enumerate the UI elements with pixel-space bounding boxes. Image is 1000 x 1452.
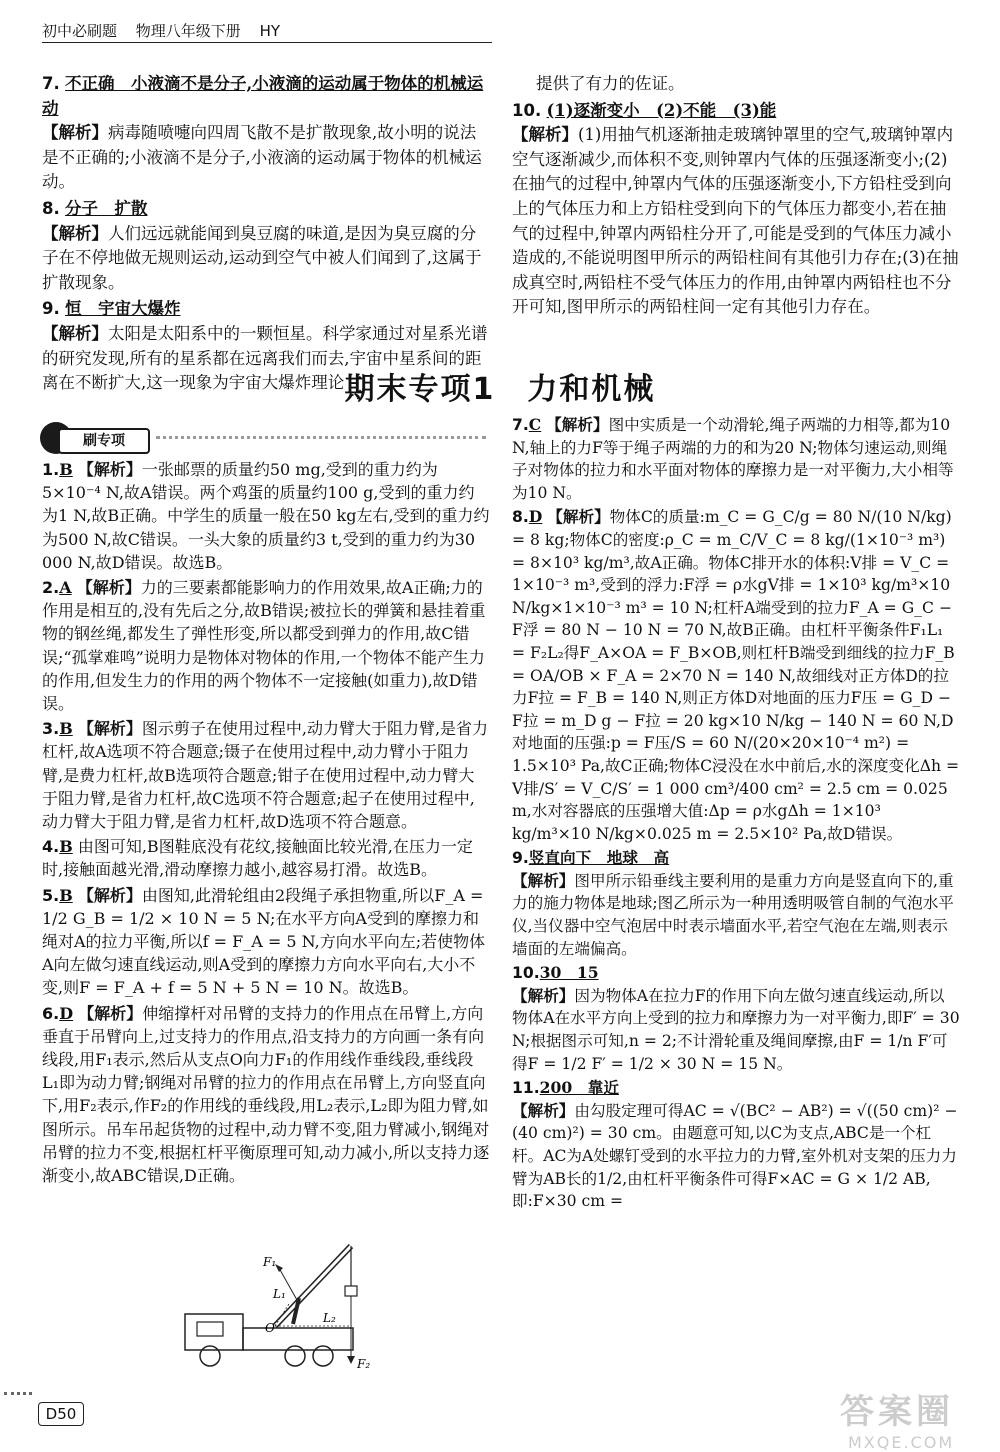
question-number: 9.	[42, 299, 60, 319]
f2-arrowhead	[347, 1356, 355, 1364]
answer: 分子 扩散	[65, 198, 148, 218]
analysis-text: 由图知,此滑轮组由2段绳子承担物重,所以F_A = 1/2 G_B = 1/2 × 10 N = 5 N;在水平方向A受到的摩擦力和绳对A的拉力平衡,所以f = F_A = 5 N,方向水平向左;若使物体A向左做匀速直线运动,则A受到的摩擦力方向水平向右,大小不变,则F = F_A + f = 5 N + 5 N = 10 N。故选B。	[42, 885, 486, 998]
analysis-tag: 【解析】	[547, 508, 610, 527]
analysis-text: 由图可知,B图鞋底没有花纹,接触面比较光滑,在压力一定时,接触面越光滑,滑动摩擦力越小,越容易打滑。故选B。	[42, 837, 473, 880]
label-f1: F₁	[263, 1255, 277, 1269]
analysis-tag: 【解析】	[77, 885, 142, 905]
analysis-tag: 【解析】	[42, 323, 108, 343]
analysis-text: 图中实质是一个动滑轮,绳子两端的力相等,都为10 N,轴上的力F等于绳子两端的力的和为20 N;物体匀速运动,则绳子对物体的拉力和水平面对物体的摩擦力是一对平衡力,大小相等为10 N。	[512, 416, 954, 502]
truck-window	[197, 1322, 223, 1336]
analysis-text: (1)用抽气机逐渐抽走玻璃钟罩里的空气,玻璃钟罩内空气逐渐减少,而体积不变,则钟罩内气体的压强逐渐变小;(2)在抽气的过程中,钟罩内气体的压强逐渐变小,下方铅柱受到向上的气体压力和上方铅柱受到向下的气体压力都变小,若在抽气的过程中,钟罩内两铅柱分开了,可能是受到的气体压力减小造成的,不能说明图甲所示的两铅柱间有其他引力存在;(3)在抽成真空时,两铅柱不受气体压力的作用,由钟罩内两铅柱也不分开可知,图甲所示的两铅柱间一定有其他引力存在。	[512, 125, 959, 317]
wheel-front	[200, 1346, 220, 1366]
question-number: 11.	[512, 1079, 540, 1098]
question-8-top	[42, 197, 490, 295]
label-f2: F₂	[357, 1357, 371, 1371]
continuation-text: 提供了有力的佐证。	[536, 74, 685, 93]
question-number: 2.	[42, 578, 60, 598]
left-top-column	[42, 72, 490, 398]
watermark	[840, 1384, 954, 1452]
answer: D	[59, 1003, 74, 1023]
f1-arrowhead	[275, 1264, 283, 1272]
crane-boom-inner	[275, 1246, 351, 1326]
page-header	[42, 20, 294, 41]
question-7	[512, 414, 960, 504]
analysis-text: 力的三要素都能影响力的作用效果,故A正确;力的作用是相互的,没有先后之分,故B错误;被拉长的弹簧和悬挂着重物的钢丝绳,都发生了弹性形变,所以都受到弹力的作用,故C错误;“孤掌难鸣”说明力是物体对物体的作用,一个物体不能产生力的作用,但发生力的作用的两个物体不一定接触(如重力),故D错误。	[42, 578, 486, 714]
analysis-tag: 【解析】	[546, 416, 609, 434]
question-2	[42, 576, 490, 715]
section-title: 期末专项1 力和机械	[344, 372, 656, 407]
question-10-top	[512, 99, 960, 320]
question-1	[42, 458, 490, 574]
question-6	[42, 1002, 490, 1188]
analysis-tag: 【解析】	[512, 871, 575, 890]
label-l1: L₁	[273, 1287, 286, 1301]
dotted-rule	[156, 436, 486, 439]
question-number: 8.	[42, 198, 60, 218]
answer: B	[59, 885, 73, 905]
truck-cab	[185, 1314, 243, 1350]
page-dots	[4, 1392, 32, 1395]
analysis-tag: 【解析】	[77, 719, 142, 739]
analysis-tag: 【解析】	[78, 1003, 143, 1023]
question-11	[512, 1077, 960, 1213]
answer: C	[528, 415, 542, 434]
right-bottom-column	[512, 414, 960, 1215]
watermark-url: MXQE.COM	[848, 1433, 955, 1452]
analysis-tag: 【解析】	[42, 223, 108, 243]
answer: B	[59, 719, 73, 739]
question-number: 8.	[512, 508, 529, 527]
question-number: 3.	[42, 719, 60, 739]
book-name: 初中必刷题	[42, 22, 118, 40]
question-8	[512, 506, 960, 845]
right-top-column	[512, 72, 960, 322]
answer: 不正确 小液滴不是分子,小液滴的运动属于物体的机械运动	[42, 74, 484, 118]
analysis-text: 太阳是太阳系中的一颗恒星。科学家通过对星系光谱的研究发现,所有的星系都在远离我们而去,宇宙中星系间的距离在不断扩大,这一现象为宇宙大爆炸理论	[42, 323, 488, 393]
answer: 200 靠近	[539, 1078, 619, 1098]
badge-label: 刷专项	[58, 428, 150, 454]
analysis-text: 物体C的质量:m_C = G_C/g = 80 N/(10 N/kg) = 8 kg;物体C的密度:ρ_C = m_C/V_C = 8 kg/(1×10⁻³ m³) = 8×10³ kg/m³,故A正确。物体C排开水的体积:V排 = V_C = 1×10⁻³ m³,受到的浮力:F浮 = ρ水gV排 = 1×10³ kg/m³×10 N/kg×1×10⁻³ m³ = 10 N;杠杆A端受到的拉力F_A = G_C − F浮 = 80 N − 10 N = 70 N,故B正确。由杠杆平衡条件F₁L₁ = F₂L₂得F_A×OA = F_B×OB,则杠杆B端受到细线的拉力F_B = OA/OB × F_A = 2×70 N = 140 N,故细线对正方体D的拉力F拉 = F_B = 140 N,则正方体D对地面的压力F压 = G_D − F拉 = m_D g − F拉 = 20 kg×10 N/kg − 140 N = 60 N,D对地面的压强:p = F压/S = 60 N/(20×20×10⁻⁴ m²) = 1.5×10³ Pa,故C正确;物体C浸没在水中前后,水的深度变化Δh = V排/S′ = V_C/S′ = 1 000 cm³/400 cm² = 2.5 cm = 0.025 m,水对容器底的压强增大值:Δp = ρ水gΔh = 1×10³ kg/m³×10 N/kg×0.025 m = 2.5×10² Pa,故D错误。	[512, 508, 960, 843]
question-5	[42, 884, 490, 1000]
analysis-text: 人们远远就能闻到臭豆腐的味道,是因为臭豆腐的分子在不停地做无规则运动,运动到空气中被人们闻到了,这属于扩散现象。	[42, 223, 482, 292]
analysis-tag: 【解析】	[77, 460, 142, 479]
question-3	[42, 717, 490, 833]
section-badge	[40, 422, 152, 454]
question-number: 10.	[512, 964, 540, 983]
analysis-text: 伸缩撑杆对吊臂的支持力的作用点在吊臂上,方向垂直于吊臂向上,过支持力的作用点,沿支持力的方向画一条有向线段,用F₁表示,然后从支点O向力F₁的作用线作垂线段,垂线段L₁即为动力臂;钢绳对吊臂的拉力的作用点在吊臂上,方向竖直向下,用F₂表示,作F₂的作用线的垂线段,用L₂表示,L₂即为阻力臂,如图所示。吊车吊起货物的过程中,动力臂不变,阻力臂减小,钢绳对吊臂的拉力不变,根据杠杆平衡原理可知,动力减小,所以支持力逐渐变小,故ABC错误,D正确。	[42, 1003, 490, 1186]
question-number: 1.	[42, 460, 60, 479]
analysis-tag: 【解析】	[42, 123, 108, 143]
question-number: 4.	[42, 837, 60, 857]
question-7-top	[42, 72, 490, 195]
header-rule	[42, 42, 492, 43]
edition: HY	[259, 22, 281, 40]
question-number: 7.	[42, 74, 60, 93]
analysis-text: 因为物体A在拉力F的作用下向左做匀速直线运动,所以物体A在水平方向上受到的拉力和摩擦力为一对平衡力,即F′ = 30 N;根据图示可知,n = 2;不计滑轮重及绳间摩擦,由F = 1/n F′可得F = 1/2 F′ = 1/2 × 30 N = 15 N。	[512, 986, 960, 1073]
crane-figure	[175, 1228, 385, 1378]
page-number: D50	[38, 1402, 84, 1426]
hook-load	[345, 1286, 357, 1296]
answer: 恒 宇宙大爆炸	[65, 299, 181, 319]
answer: (1)逐渐变小 (2)不能 (3)能	[546, 100, 777, 120]
label-o: O	[265, 1321, 275, 1335]
subject-name: 物理八年级下册	[135, 22, 241, 40]
analysis-text: 图示剪子在使用过程中,动力臂大于阻力臂,是省力杠杆,故A选项不符合题意;镊子在使用过程中,动力臂小于阻力臂,是费力杠杆,故B选项符合题意;钳子在使用过程中,动力臂大于阻力臂,是省力杠杆,故C选项不符合题意;起子在使用过程中,动力臂大于阻力臂,是省力杠杆,故D选项不符合题意。	[42, 719, 489, 832]
answer: B	[59, 837, 73, 857]
answer: 竖直向下 地球 高	[528, 848, 670, 868]
question-number: 7.	[512, 416, 529, 434]
wheel-rear-2	[313, 1346, 333, 1366]
answer: 30 15	[539, 963, 599, 983]
analysis-text: 由勾股定理可得AC = √(BC² − AB²) = √((50 cm)² − (40 cm)²) = 30 cm。由题意可知,以C为支点,ABC是一个杠杆。AC为A处螺钉受到的水平拉力的力臂,室外机对支架的压力力臂为AB长的1/2,由杠杆平衡条件可得F×AC = G × 1/2 AB,即:F×30 cm =	[512, 1101, 958, 1211]
analysis-text: 图甲所示铅垂线主要利用的是重力方向是竖直向下的,重力的施力物体是地球;图乙所示为一种用透明吸管自制的气泡水平仪,当仪器中空气泡居中时表示墙面水平,若空气泡在左端,则表示墙面的左端偏高。	[512, 871, 954, 958]
analysis-text: 一张邮票的质量约50 mg,受到的重力约为5×10⁻⁴ N,故A错误。两个鸡蛋的质量约100 g,受到的重力约为1 N,故B正确。中学生的质量一般在50 kg左右,受到的重力约为500 N,故C错误。一头大象的质量约3 t,受到的重力约为30 000 N,故D错误。故选B。	[42, 460, 490, 572]
question-number: 9.	[512, 849, 529, 868]
answer: B	[59, 460, 73, 479]
question-number: 5.	[42, 885, 60, 905]
question-number: 6.	[42, 1003, 60, 1023]
watermark-logo: 答案圈	[840, 1392, 954, 1432]
analysis-text: 病毒随喷嚏向四周飞散不是扩散现象,故小明的说法是不正确的;小液滴不是分子,小液滴的运动属于物体的机械运动。	[42, 123, 482, 192]
analysis-tag: 【解析】	[512, 1101, 575, 1120]
analysis-tag: 【解析】	[512, 125, 578, 145]
left-bottom-column	[42, 458, 490, 1189]
question-9	[512, 847, 960, 960]
question-10	[512, 962, 960, 1075]
answer: D	[528, 507, 543, 527]
answer: A	[59, 578, 72, 598]
label-l2: L₂	[323, 1311, 336, 1325]
analysis-tag: 【解析】	[512, 986, 575, 1005]
wheel-rear	[285, 1346, 305, 1366]
question-number: 10.	[512, 100, 542, 120]
analysis-tag: 【解析】	[76, 578, 141, 598]
question-4	[42, 835, 490, 881]
